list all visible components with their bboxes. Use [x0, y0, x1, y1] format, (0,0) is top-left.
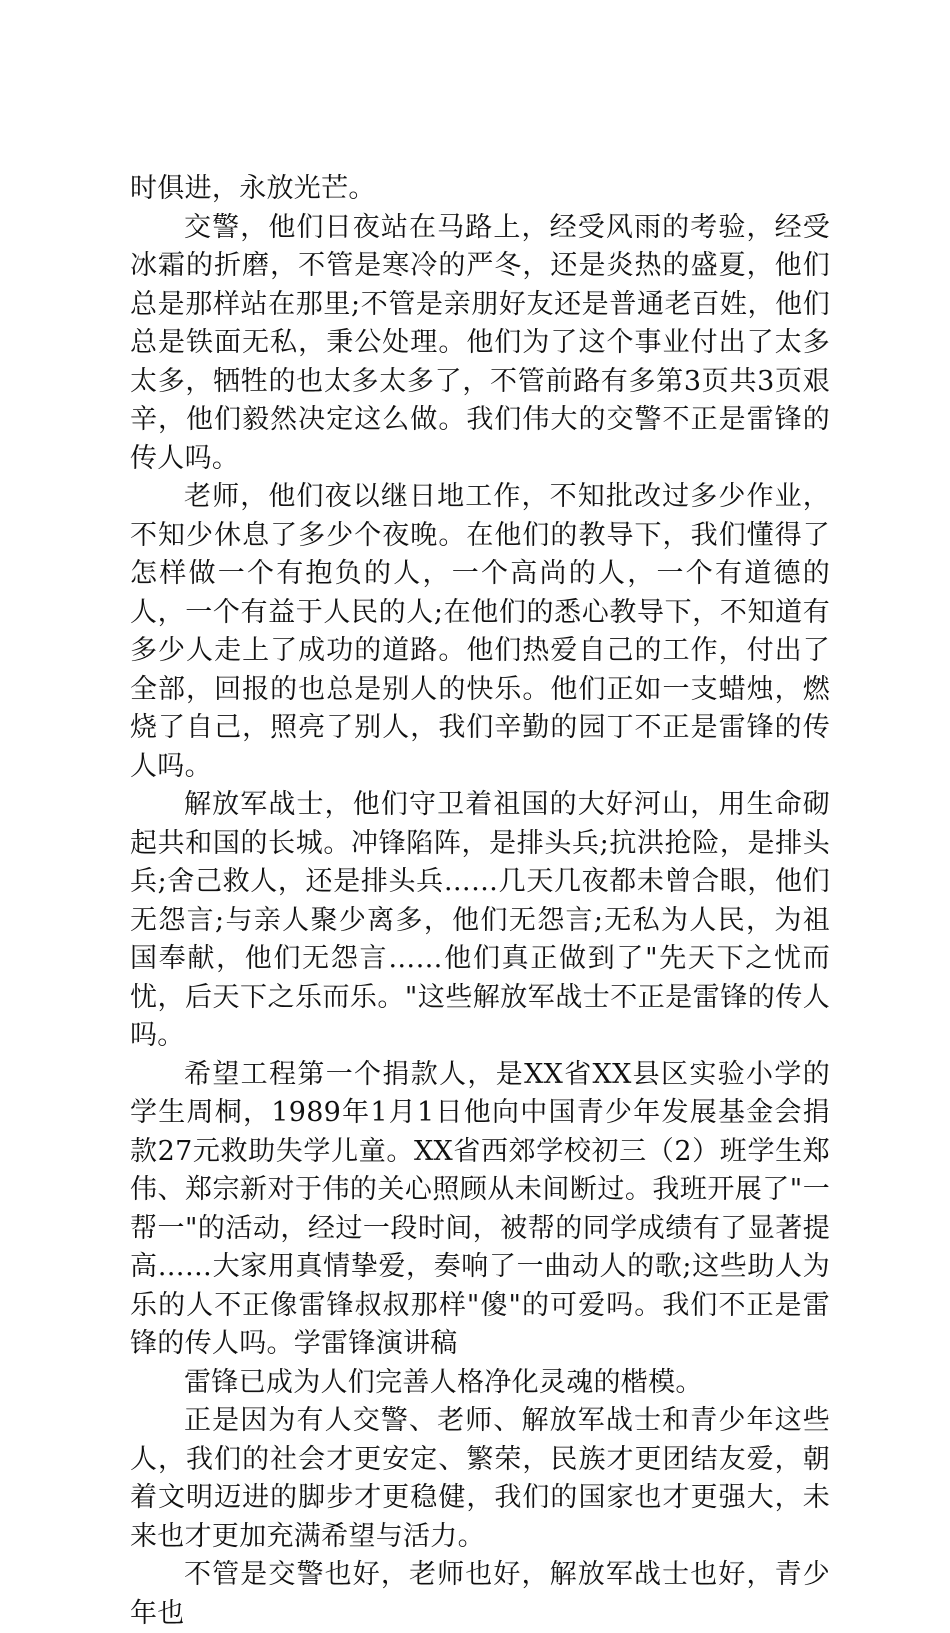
document-body — [130, 170, 830, 1633]
paragraph-soldiers: 解放军战士，他们守卫着祖国的大好河山，用生命砌起共和国的长城。冲锋陷阵，是排头兵;抗洪抢险，是排头兵;舍己救人，还是排头兵……几天几夜都未曾合眼，他们无怨言;与亲人聚少离多，他们无怨言;无私为人民，为祖国奉献，他们无怨言……他们真正做到了"先天下之忧而忧，后天下之乐而乐。"这些解放军战士不正是雷锋的传人吗。 — [130, 789, 830, 1051]
paragraph-society: 正是因为有人交警、老师、解放军战士和青少年这些人，我们的社会才更安定、繁荣，民族才更团结友爱，朝着文明迈进的脚步才更稳健，我们的国家也才更强大，未来也才更加充满希望与活力。 — [130, 1405, 830, 1552]
paragraph-hope-project: 希望工程第一个捐款人，是XX省XX县区实验小学的学生周桐，1989年1月1日他向中国青少年发展基金会捐款27元救助失学儿童。XX省西郊学校初三（2）班学生郑伟、郑宗新对于伟的关心照顾从未间断过。我班开展了"一帮一"的活动，经过一段时间，被帮的同学成绩有了显著提高……大家用真情挚爱，奏响了一曲动人的歌;这些助人为乐的人不正像雷锋叔叔那样"傻"的可爱吗。我们不正是雷锋的传人吗。学雷锋演讲稿 — [130, 1058, 830, 1359]
paragraph-role-model: 雷锋已成为人们完善人格净化灵魂的楷模。 — [184, 1366, 703, 1398]
paragraph-traffic-police: 交警，他们日夜站在马路上，经受风雨的考验，经受冰霜的折磨，不管是寒冷的严冬，还是炎热的盛夏，他们总是那样站在那里;不管是亲朋好友还是普通老百姓，他们总是铁面无私，秉公处理。他们为了这个事业付出了太多太多，牺牲的也太多太多了，不管前路有多第3页共3页艰辛，他们毅然决定这么做。我们伟大的交警不正是雷锋的传人吗。 — [130, 211, 830, 474]
paragraph-continuation: 时俱进，永放光芒。 — [130, 173, 376, 204]
paragraph-teachers: 老师，他们夜以继日地工作，不知批改过多少作业，不知少休息了多少个夜晚。在他们的教导下，我们懂得了怎样做一个有抱负的人，一个高尚的人，一个有道德的人，一个有益于人民的人;在他们的悉心教导下，不知道有多少人走上了成功的道路。他们热爱自己的工作，付出了全部，回报的也总是别人的快乐。他们正如一支蜡烛，燃烧了自己，照亮了别人，我们辛勤的园丁不正是雷锋的传人吗。 — [130, 481, 830, 782]
paragraph-closing-start: 不管是交警也好，老师也好，解放军战士也好，青少年也 — [130, 1559, 830, 1629]
